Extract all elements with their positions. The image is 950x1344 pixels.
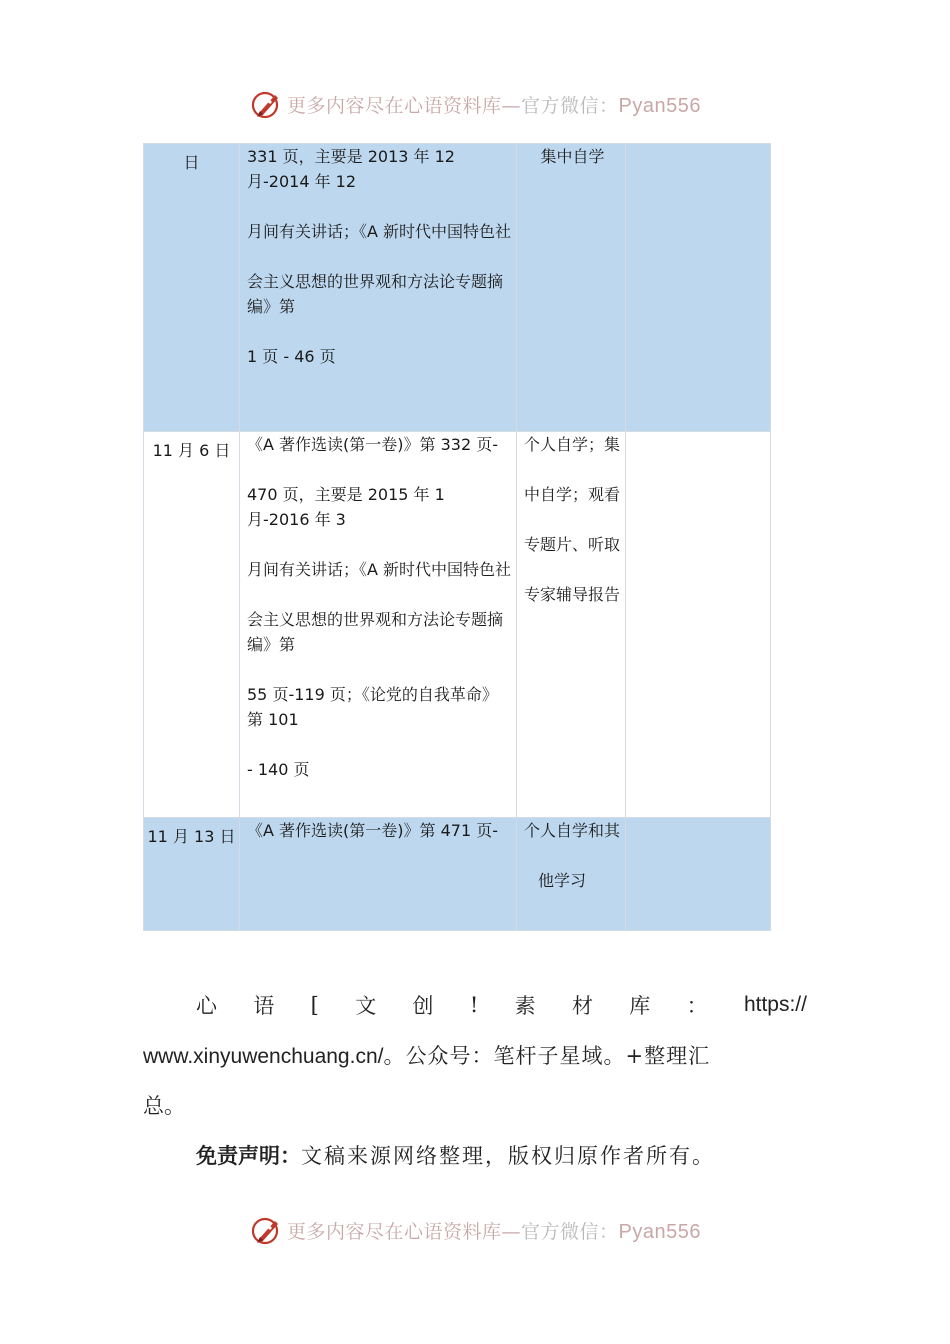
content-paragraph: 会主义思想的世界观和方法论专题摘编》第 [247, 272, 504, 316]
content-paragraph: 55 页-119 页；《论党的自我革命》第 101 [247, 685, 498, 729]
note-cell [626, 432, 771, 818]
pen-nib-logo-icon [249, 1213, 283, 1247]
content-paragraph: 470 页，主要是 2015 年 1 月-2016 年 3 [247, 485, 445, 529]
content-paragraph: - 140 页 [247, 760, 310, 779]
footer-url[interactable]: www.xinyuwenchuang.cn/ [143, 1045, 384, 1068]
table-row [144, 818, 771, 931]
table-row [144, 432, 771, 818]
content-paragraph: 331 页，主要是 2013 年 12 月-2014 年 12 [247, 147, 455, 191]
footer-char: 文 [355, 994, 377, 1018]
footer-banner [0, 1210, 950, 1250]
method-cell [517, 818, 626, 931]
footer-char: ! [469, 993, 479, 1017]
content-paragraph: 《A 著作选读(第一卷)》第 471 页- [247, 821, 499, 840]
content-cell [240, 818, 517, 931]
footer-char: 素 [514, 994, 536, 1018]
footer-char: 库 [629, 994, 651, 1018]
date-cell: 日 [144, 144, 240, 432]
content-paragraph: 《A 著作选读(第一卷)》第 332 页- [247, 435, 499, 454]
disclaimer-text: 文稿来源网络整理，版权归原作者所有。 [301, 1144, 715, 1168]
note-cell [626, 818, 771, 931]
date-cell: 11 月 6 日 [144, 432, 240, 818]
footer-line-1 [143, 990, 807, 1020]
note-cell [626, 144, 771, 432]
footer-char: [ [310, 993, 319, 1017]
footer-char: 材 [571, 994, 593, 1018]
method-cell [517, 144, 626, 432]
footer-url-prefix[interactable]: https:// [743, 993, 807, 1016]
disclaimer-label: 免责声明： [196, 1144, 301, 1168]
footer-line-2: www.xinyuwenchuang.cn/。公众号：笔杆子星域。+整理汇 [143, 1044, 711, 1068]
content-paragraph: 1 页 - 46 页 [247, 347, 336, 366]
footer-char: ： [686, 994, 708, 1018]
footer-line-3: 总。 [143, 1094, 185, 1118]
header-banner [0, 84, 950, 124]
content-cell [240, 144, 517, 432]
footer-char: 创 [412, 994, 434, 1018]
table-row [144, 144, 771, 432]
content-cell [240, 432, 517, 818]
method-paragraph: 专题片、听取 [524, 535, 621, 554]
method-cell [517, 432, 626, 818]
content-paragraph: 月间有关讲话；《A 新时代中国特色社 [247, 560, 512, 579]
pen-nib-logo-icon [249, 87, 283, 121]
schedule-table [143, 143, 771, 931]
footer-char: 语 [253, 994, 275, 1018]
banner-text: 更多内容尽在心语资料库—官方微信：Pyan556 [287, 94, 701, 117]
method-paragraph: 中自学；观看 [524, 485, 621, 504]
footer-char: 心 [196, 994, 217, 1018]
date-cell: 11 月 13 日 [144, 818, 240, 931]
method-paragraph: 他学习 [538, 871, 587, 890]
content-paragraph: 月间有关讲话；《A 新时代中国特色社 [247, 222, 512, 241]
content-paragraph: 会主义思想的世界观和方法论专题摘编》第 [247, 610, 504, 654]
disclaimer [196, 1140, 816, 1170]
method-paragraph: 专家辅导报告 [524, 585, 621, 604]
method-paragraph: 集中自学 [540, 147, 605, 166]
banner-text: 更多内容尽在心语资料库—官方微信：Pyan556 [287, 1220, 701, 1243]
method-paragraph: 个人自学和其 [524, 821, 621, 840]
method-paragraph: 个人自学；集 [524, 435, 621, 454]
